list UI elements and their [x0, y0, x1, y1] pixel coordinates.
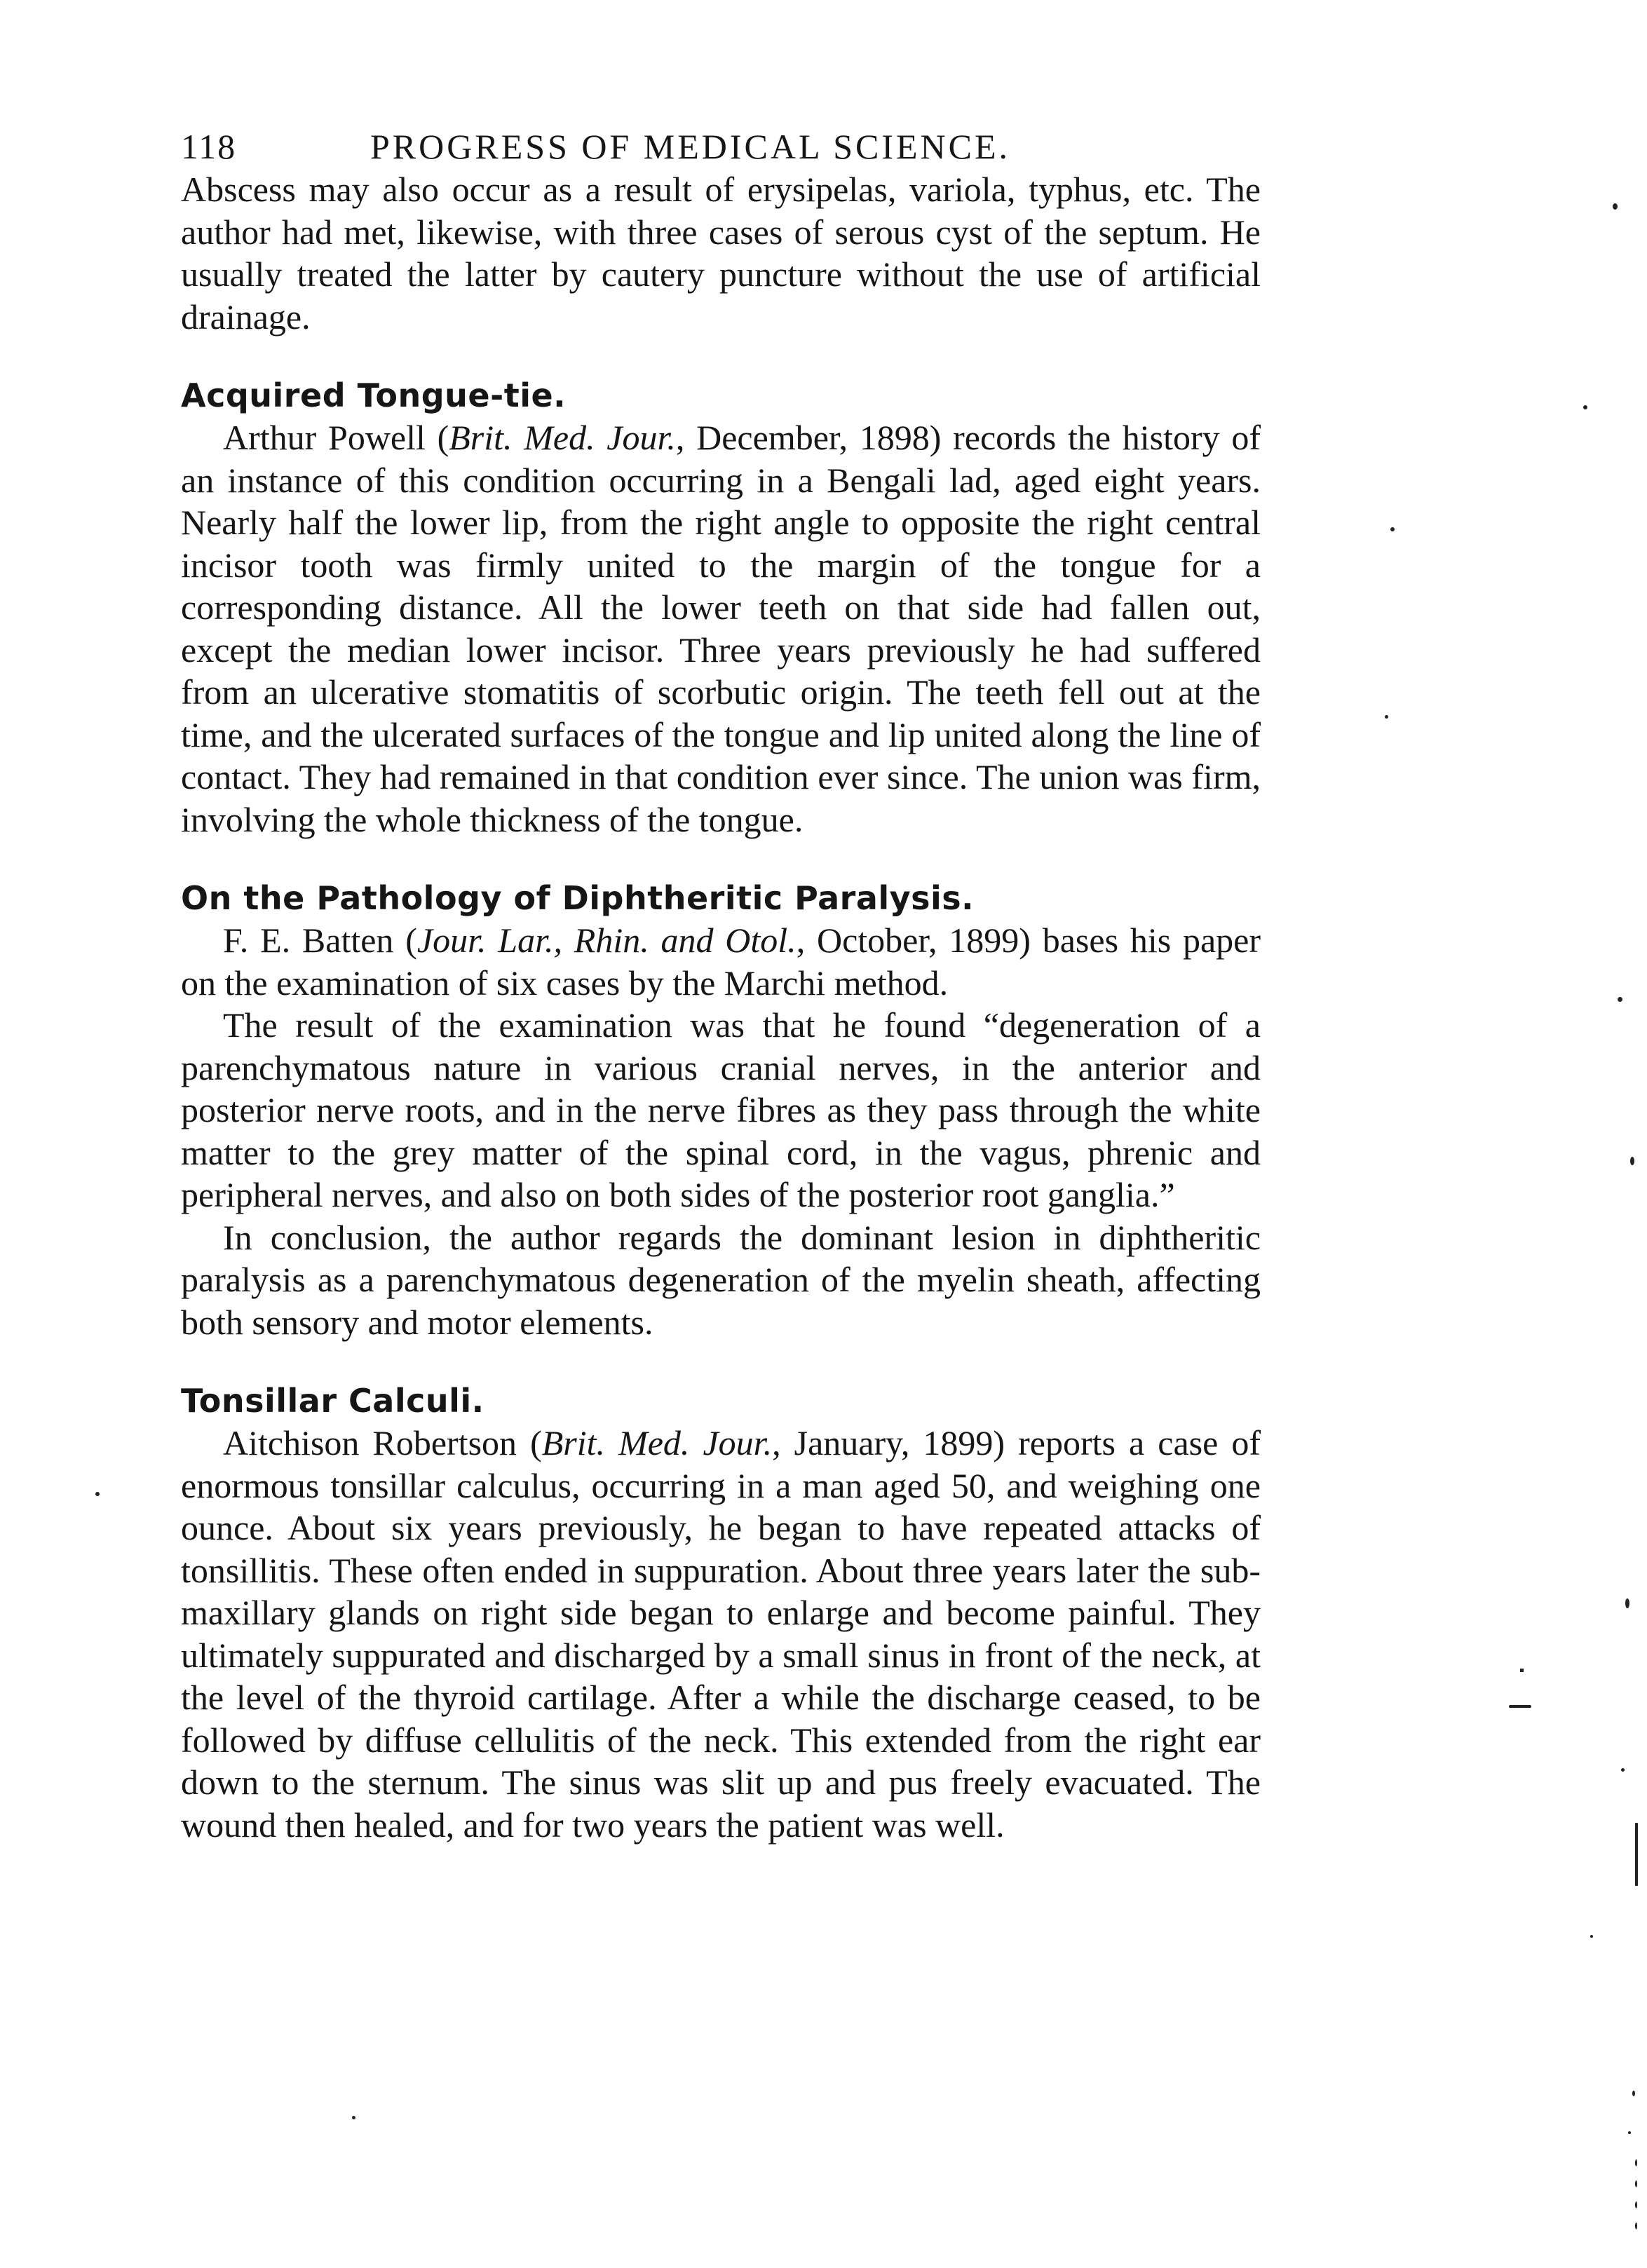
scan-speck [1520, 1669, 1524, 1672]
scan-speck [1635, 2180, 1637, 2187]
scan-speck [1618, 997, 1622, 1002]
author-intro: F. E. Batten ( [223, 921, 417, 960]
running-header [181, 112, 1261, 168]
scan-speck [1390, 527, 1395, 531]
paragraph-body: , December, 1898) records the history of an instance of this condition occurring in a Bengali lad, aged eight years. Nearly half the lower lip, from the right angle to opposite the right central incisor tooth was firmly united to the margin of the tongue for a corresponding distance. All the lower teeth on that side had fallen out, except the median lower incisor. Three years previously he had suffered from an ulcerative stomatitis of scorbutic origin. The teeth fell out at the time, and the ulcerated surfaces of the tongue and lip united along the line of contact. They had remained in that condition ever since. The union was firm, involving the whole thickness of the tongue. [181, 418, 1261, 839]
scan-speck [1590, 1935, 1593, 1938]
scan-speck [1583, 405, 1587, 409]
author-intro: Arthur Powell ( [223, 418, 449, 457]
scan-speck [1635, 2159, 1637, 2166]
paragraph-conclusion: In conclusion, the author regards the dominant lesion in diphtheritic paralysis as a parenchymatous degeneration of the myelin sheath, affecting both sensory and motor elements. [181, 1217, 1261, 1342]
intro-paragraph: Abscess may also occur as a result of erysipelas, variola, typhus, etc. The author had met, likewise, with three cases of serous cyst of the septum. He usually treated the latter by cautery puncture without the use of artificial drainage. [181, 170, 1261, 337]
scan-speck [352, 2116, 355, 2119]
scan-speck [1385, 715, 1388, 719]
page-content [181, 112, 1261, 1846]
scan-speck [1625, 1598, 1629, 1608]
scan-speck [1628, 2131, 1631, 2134]
scan-speck [95, 1492, 100, 1496]
paragraph-body: , October, 1899) bases his paper on the examination of six cases by the Marchi method. [181, 921, 1261, 1003]
author-intro: Aitchison Robertson ( [223, 1423, 542, 1462]
scan-speck [1635, 2201, 1637, 2208]
section-heading-tonsillar-calculi: Tonsillar Calculi. [181, 1382, 484, 1420]
section-heading-diphtheritic-paralysis: On the Pathology of Diphtheritic Paralysis. [181, 879, 975, 917]
scan-speck [1632, 2091, 1635, 2096]
scan-speck [1635, 2222, 1637, 2229]
citation-journal: Brit. Med. Jour. [449, 418, 676, 457]
scan-line [1635, 1823, 1638, 1886]
paragraph-result: The result of the examination was that he found “degeneration of a parenchymatous nature in various cranial nerves, in the anterior and posterior nerve roots, and in the nerve fibres as they pass through the white matter to the grey matter of the spinal cord, in the vagus, phrenic and peripheral nerves, and also on both sides of the posterior root ganglia.” [181, 1005, 1261, 1214]
scan-speck [1613, 203, 1618, 210]
paragraph-tonsillar-calculi [181, 1422, 1261, 1846]
scan-dash [1509, 1705, 1531, 1708]
section-heading-tongue-tie: Acquired Tongue-tie. [181, 376, 567, 414]
paragraph-body: , January, 1899) reports a case of enormous tonsillar calculus, occurring in a man aged 50, and weighing one ounce. About six years previously, he began to have repeated attacks of tonsillitis. These often ended in suppuration. About three years later the sub-maxillary glands on right side began to enlarge and become painful. They ultimately suppurated and discharged by a small sinus in front of the neck, at the level of the thyroid cartilage. After a while the discharge ceased, to be followed by diffuse cellulitis of the neck. This extended from the right ear down to the sternum. The sinus was slit up and pus freely evacuated. The wound then healed, and for two years the patient was well. [181, 1423, 1261, 1845]
scan-speck [1630, 1157, 1634, 1165]
paragraph-batten [181, 919, 1261, 1004]
citation-journal: Brit. Med. Jour. [541, 1423, 773, 1462]
scan-speck [1621, 1768, 1625, 1772]
citation-journal: Jour. Lar., Rhin. and Otol. [416, 921, 797, 960]
paragraph-tongue-tie [181, 416, 1261, 841]
running-title: PROGRESS OF MEDICAL SCIENCE. [370, 127, 1011, 166]
page-number: 118 [181, 127, 237, 166]
